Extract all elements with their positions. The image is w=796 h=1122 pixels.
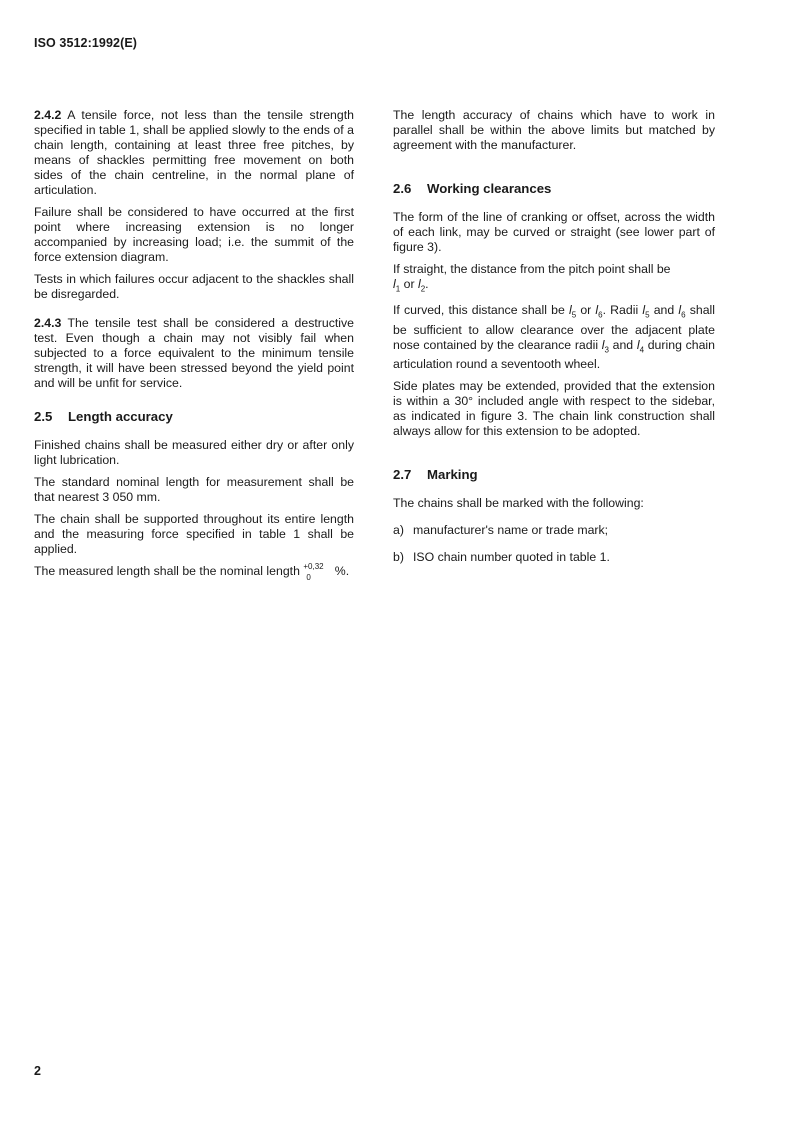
length-paragraph-1: Finished chains shall be measured either dry or after only light lubrication. — [34, 438, 354, 467]
parallel-paragraph: The length accuracy of chains which have to work in parallel shall be within the above limits but matched by agreement with the manufacturer. — [393, 108, 715, 152]
marking-intro: The chains shall be marked with the following: — [393, 496, 644, 511]
list-text: manufacturer's name or trade mark; — [413, 523, 609, 538]
clearance-paragraph-3: If curved, this distance shall be $l_5$ or $l_6$. Radii $l_5$ and $l_6$ shall be sufficient to allow clearance over the adjacent plate nose contained by the clearance radii $l_3$ and $l_4$ during chain articulation round a seventooth wheel. — [393, 303, 716, 372]
tolerance-lower: 0 — [306, 573, 311, 582]
list-marker: a) — [393, 523, 404, 538]
text-run: Radii — [610, 303, 639, 318]
tests-paragraph: Tests in which failures occur adjacent to the shackles shall be disregarded. — [34, 272, 354, 301]
document-id: ISO 3512:1992(E) — [34, 36, 138, 50]
failure-paragraph: Failure shall be considered to have occurred at the first point where increasing extension is no longer accompanied by increasing load; i.e. the summit of the force extension diagram. — [34, 205, 354, 264]
length-paragraph-4 — [34, 562, 354, 582]
symbol-l5: $l_5$ — [568, 303, 577, 320]
symbol-l1: $l_1$ — [393, 277, 401, 294]
clause-2-4-2 — [34, 108, 354, 198]
section-number: 2.5 — [34, 409, 53, 424]
text-run: shall be sufficient to allow clearance over the adjacent plate nose contained by the clearance radii — [393, 303, 716, 352]
text-run: during chain articulation round a seventooth wheel. — [393, 337, 715, 372]
section-heading-length-accuracy — [34, 409, 354, 425]
clearance-paragraph-2: If straight, the distance from the pitch point shall be $l_1$ or $l_2$. — [393, 262, 671, 294]
text-run: or — [403, 277, 415, 291]
clause-number: 2.4.3 — [34, 316, 62, 330]
clause-number: 2.4.2 — [34, 108, 62, 122]
text-run: and — [653, 303, 675, 318]
section-title: Working clearances — [427, 181, 552, 196]
length-paragraph-2: The standard nominal length for measurement shall be that nearest 3 050 mm. — [34, 475, 354, 504]
section-heading-working-clearances — [393, 181, 715, 197]
text-run: If straight, the distance from the pitch point shall be — [393, 262, 671, 276]
text-run: If curved, this distance shall be — [393, 303, 565, 318]
length-text: The measured length shall be the nominal length — [34, 564, 300, 578]
clause-2-4-3 — [34, 316, 354, 391]
list-text: ISO chain number quoted in table 1. — [413, 550, 610, 565]
section-number: 2.7 — [393, 467, 412, 483]
symbol-l6: $l_6$ — [595, 303, 603, 320]
length-paragraph-3: The chain shall be supported throughout its entire length and the measuring force specified in table 1 shall be applied. — [34, 512, 354, 556]
symbol-l2: $l_2$ — [417, 277, 426, 294]
clause-text: The tensile test shall be considered a destructive test. Even though a chain may not visibly fail when subjected to a force equivalent to the minimum tensile strength, it will have been stressed beyond the yield point and will be unfit for service. — [34, 316, 354, 390]
text-run: and — [612, 337, 634, 352]
symbol-l3: $l_3$ — [601, 337, 609, 355]
right-column — [393, 108, 715, 577]
left-column — [34, 108, 354, 586]
section-number: 2.6 — [393, 181, 412, 196]
length-tolerance — [303, 562, 331, 582]
section-title: Marking — [427, 467, 478, 483]
clause-text: A tensile force, not less than the tensile strength specified in table 1, shall be applied slowly to the ends of a chain length, containing at least three free pitches, by means of shackles permitting free movement on both sides of the chain centreline, in the normal plane of articulation. — [34, 108, 354, 197]
list-marker: b) — [393, 550, 404, 565]
section-title: Length accuracy — [68, 409, 173, 424]
text-run: or — [580, 303, 592, 318]
symbol-l5: $l_5$ — [642, 303, 650, 320]
symbol-l6: $l_6$ — [678, 303, 686, 320]
list-item — [393, 523, 715, 538]
clearance-paragraph-1: The form of the line of cranking or offset, across the width of each link, may be curved or straight (see lower part of figure 3). — [393, 210, 715, 254]
list-item — [393, 550, 715, 565]
section-heading-marking — [393, 467, 715, 483]
tolerance-unit: %. — [334, 564, 350, 578]
clearance-paragraph-4: Side plates may be extended, provided that the extension is within a 30° included angle with respect to the sidebar, as indicated in figure 3. The chain link construction shall always allow for this extension to be adopted. — [393, 379, 715, 439]
symbol-l4: $l_4$ — [636, 337, 645, 355]
tolerance-upper: +0,32 — [303, 562, 324, 571]
page-number: 2 — [34, 1064, 41, 1078]
